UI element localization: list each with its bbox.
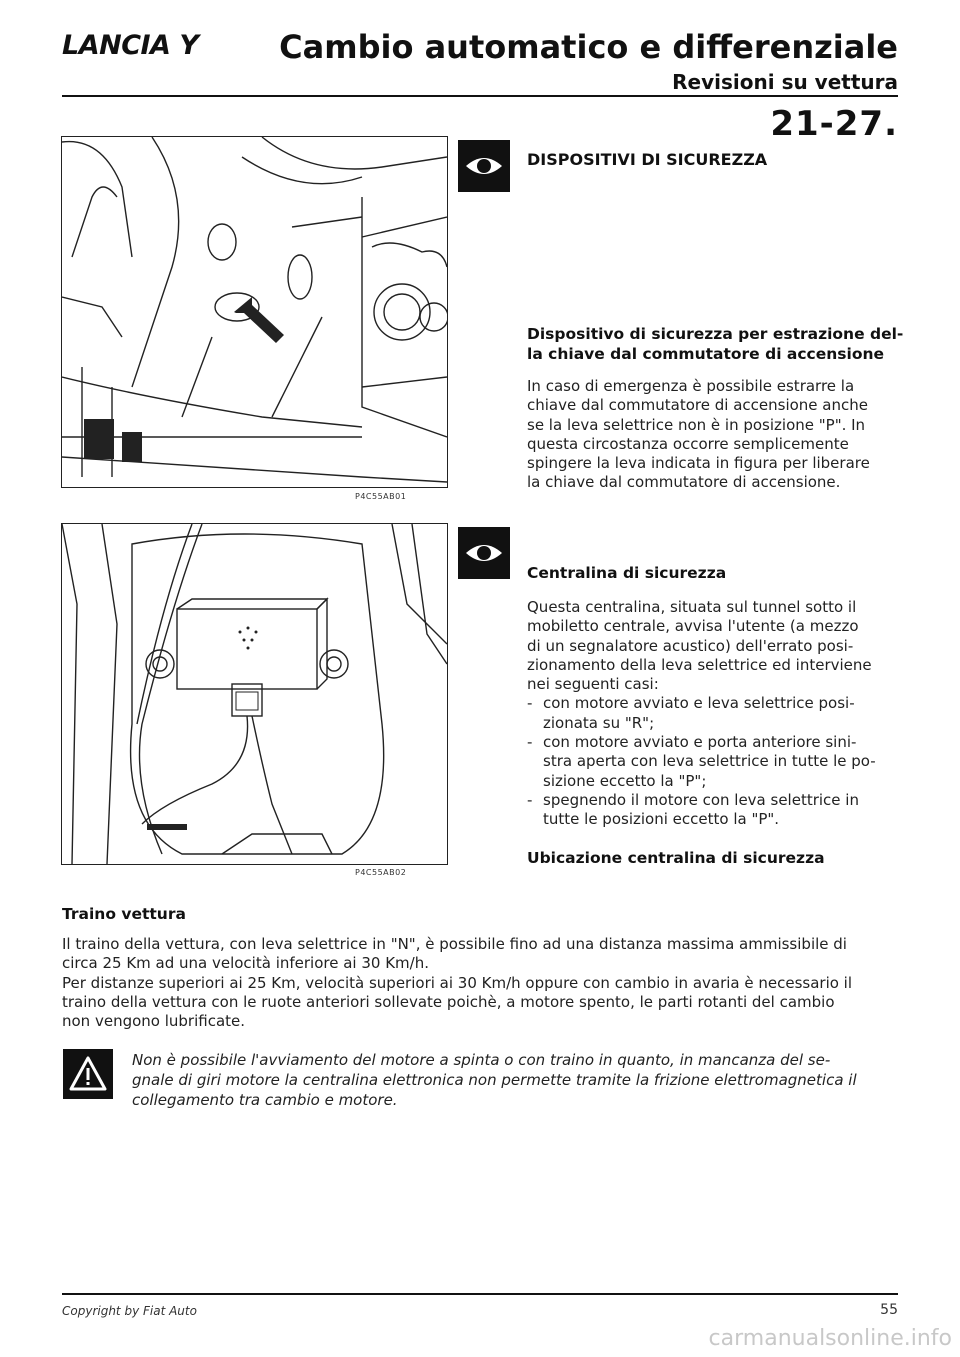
eye-icon	[458, 527, 510, 579]
page-subtitle: Revisioni su vettura	[672, 70, 898, 94]
figure-ignition-key	[61, 136, 448, 488]
text-line: con motore avviato e leva selettrice posi-	[543, 694, 855, 713]
footer-rule	[62, 1293, 898, 1295]
text-line: traino della vettura con le ruote anteriori sollevate poichè, a motore spento, le parti rotanti del cambio	[62, 992, 835, 1011]
paragraph-key-release	[527, 377, 907, 493]
section-title: DISPOSITIVI DI SICUREZZA	[527, 150, 768, 169]
figure-ignition-drawing	[62, 137, 447, 487]
text-line: Per distanze superiori ai 25 Km, velocità superiori ai 30 Km/h oppure con cambio in avaria è necessario il	[62, 973, 853, 992]
section-heading-key	[527, 324, 907, 364]
page-code: 21-27.	[770, 104, 898, 144]
text-line: zionamento della leva selettrice ed interviene	[527, 655, 872, 674]
text-line: nei seguenti casi:	[527, 675, 659, 694]
watermark: carmanualsonline.info	[708, 1326, 952, 1351]
text-line: questa circostanza occorre semplicemente	[527, 434, 849, 453]
eye-icon	[458, 140, 510, 192]
page-title: Cambio automatico e differenziale	[279, 28, 898, 66]
text-line: Questa centralina, situata sul tunnel sotto il	[527, 598, 857, 616]
warning-icon	[63, 1049, 113, 1099]
paragraph-safety-unit	[527, 598, 912, 830]
copyright: Copyright by Fiat Auto	[62, 1304, 197, 1318]
heading-line: la chiave dal commutatore di accensione	[527, 345, 885, 363]
text-line: stra aperta con leva selettrice in tutte le po-	[543, 752, 876, 771]
section-heading-unit: Centralina di sicurezza	[527, 564, 727, 582]
text-line: se la leva selettrice non è in posizione "P". In	[527, 415, 866, 434]
heading-line: Dispositivo di sicurezza per estrazione del-	[527, 325, 904, 343]
text-line: chiave dal commutatore di accensione anche	[527, 396, 868, 415]
text-line: Il traino della vettura, con leva selettrice in "N", è possibile fino ad una distanza massima ammissibile di	[62, 935, 847, 953]
text-line: gnale di giri motore la centralina elettronica non permette tramite la frizione elettromagnetica il	[132, 1071, 857, 1089]
text-line: zionata su "R";	[543, 713, 655, 732]
text-line: non vengono lubrificate.	[62, 1012, 246, 1031]
text-line: tutte le posizioni eccetto la "P".	[543, 810, 780, 829]
location-heading: Ubicazione centralina di sicurezza	[527, 849, 825, 867]
figure-code: P4C55AB01	[355, 492, 407, 501]
figure-unit-drawing	[62, 524, 447, 864]
text-line: circa 25 Km ad una velocità inferiore ai 30 Km/h.	[62, 954, 429, 973]
text-line: Non è possibile l'avviamento del motore a spinta o con traino in quanto, in mancanza del se-	[132, 1051, 831, 1069]
text-line: collegamento tra cambio e motore.	[132, 1091, 398, 1109]
warning-text	[132, 1050, 912, 1110]
text-line: mobiletto centrale, avvisa l'utente (a mezzo	[527, 617, 859, 636]
paragraph-towing	[62, 935, 902, 1031]
list-item: - con motore avviato e porta anteriore sini- stra aperta con leva selettrice in tutte le po- sizione eccetto la "P";	[527, 733, 876, 790]
text-line: spingere la leva indicata in figura per liberare	[527, 454, 870, 473]
towing-heading: Traino vettura	[62, 905, 186, 923]
text-line: con motore avviato e porta anteriore sini-	[543, 733, 857, 752]
figure-code: P4C55AB02	[355, 868, 407, 877]
page-number: 55	[880, 1302, 898, 1318]
list-item: - spegnendo il motore con leva selettrice in tutte le posizioni eccetto la "P".	[527, 790, 859, 829]
text-line: spegnendo il motore con leva selettrice in	[543, 790, 859, 809]
text-line: la chiave dal commutatore di accensione.	[527, 473, 841, 492]
figure-safety-unit	[61, 523, 448, 865]
header-rule	[62, 95, 898, 97]
text-line: In caso di emergenza è possibile estrarre la	[527, 377, 855, 395]
list-item: - con motore avviato e leva selettrice posi- zionata su "R";	[527, 694, 855, 732]
text-line: di un segnalatore acustico) dell'errato posi-	[527, 636, 854, 655]
brand: LANCIA Y	[62, 30, 199, 61]
text-line: sizione eccetto la "P";	[543, 771, 707, 790]
